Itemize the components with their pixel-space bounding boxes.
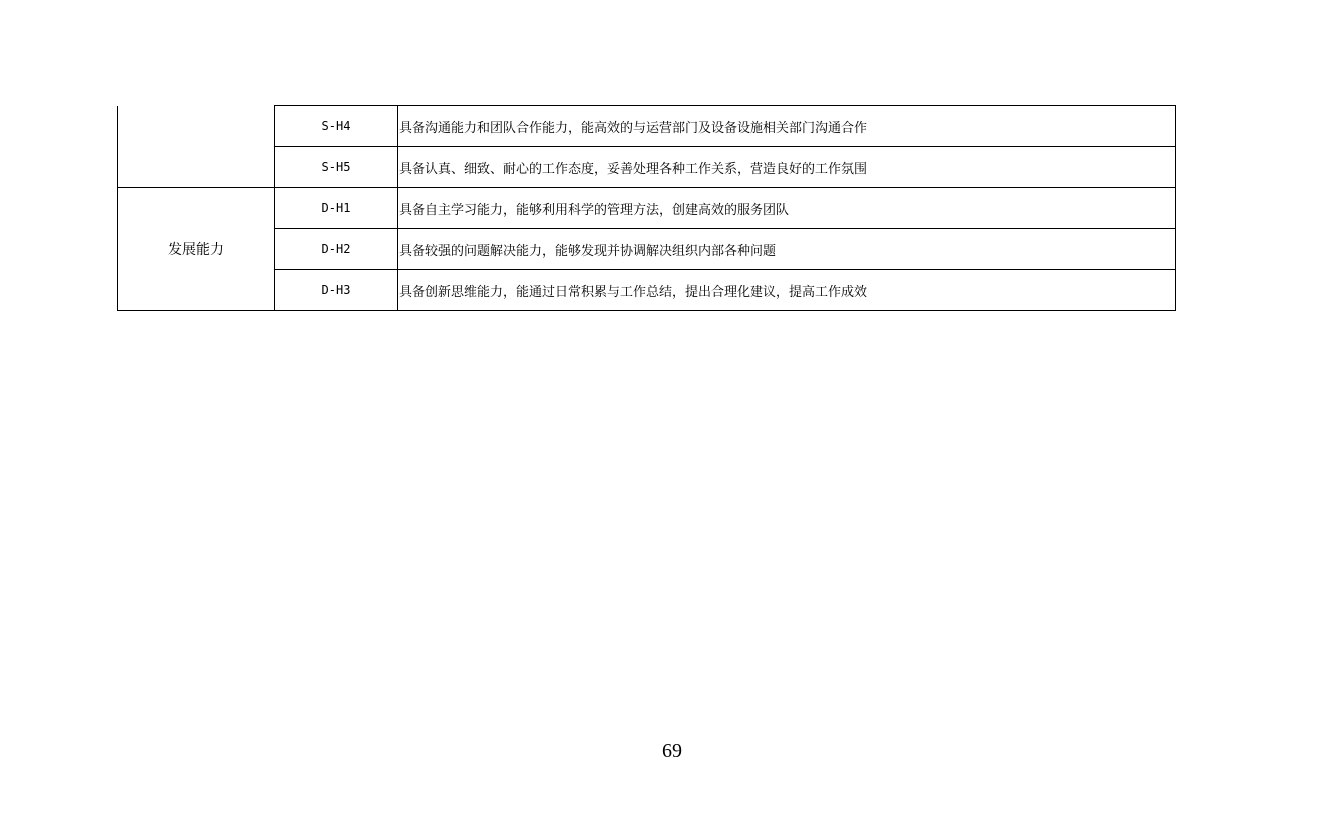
description-cell: 具备自主学习能力，能够利用科学的管理方法，创建高效的服务团队	[398, 188, 1176, 229]
category-cell: 发展能力	[118, 188, 275, 311]
table-row	[118, 229, 1176, 270]
code-cell: D-H1	[275, 188, 398, 229]
code-cell: D-H3	[275, 270, 398, 311]
code-cell: D-H2	[275, 229, 398, 270]
category-cell	[118, 106, 275, 188]
description-cell: 具备较强的问题解决能力，能够发现并协调解决组织内部各种问题	[398, 229, 1176, 270]
description-cell: 具备认真、细致、耐心的工作态度，妥善处理各种工作关系，营造良好的工作氛围	[398, 147, 1176, 188]
table-row	[118, 147, 1176, 188]
description-cell: 具备沟通能力和团队合作能力，能高效的与运营部门及设备设施相关部门沟通合作	[398, 106, 1176, 147]
description-cell: 具备创新思维能力，能通过日常积累与工作总结，提出合理化建议，提高工作成效	[398, 270, 1176, 311]
code-cell: S-H4	[275, 106, 398, 147]
table-row	[118, 188, 1176, 229]
table-row	[118, 270, 1176, 311]
page-number: 69	[662, 740, 682, 762]
competency-table	[117, 105, 1176, 311]
code-cell: S-H5	[275, 147, 398, 188]
table-row	[118, 106, 1176, 147]
